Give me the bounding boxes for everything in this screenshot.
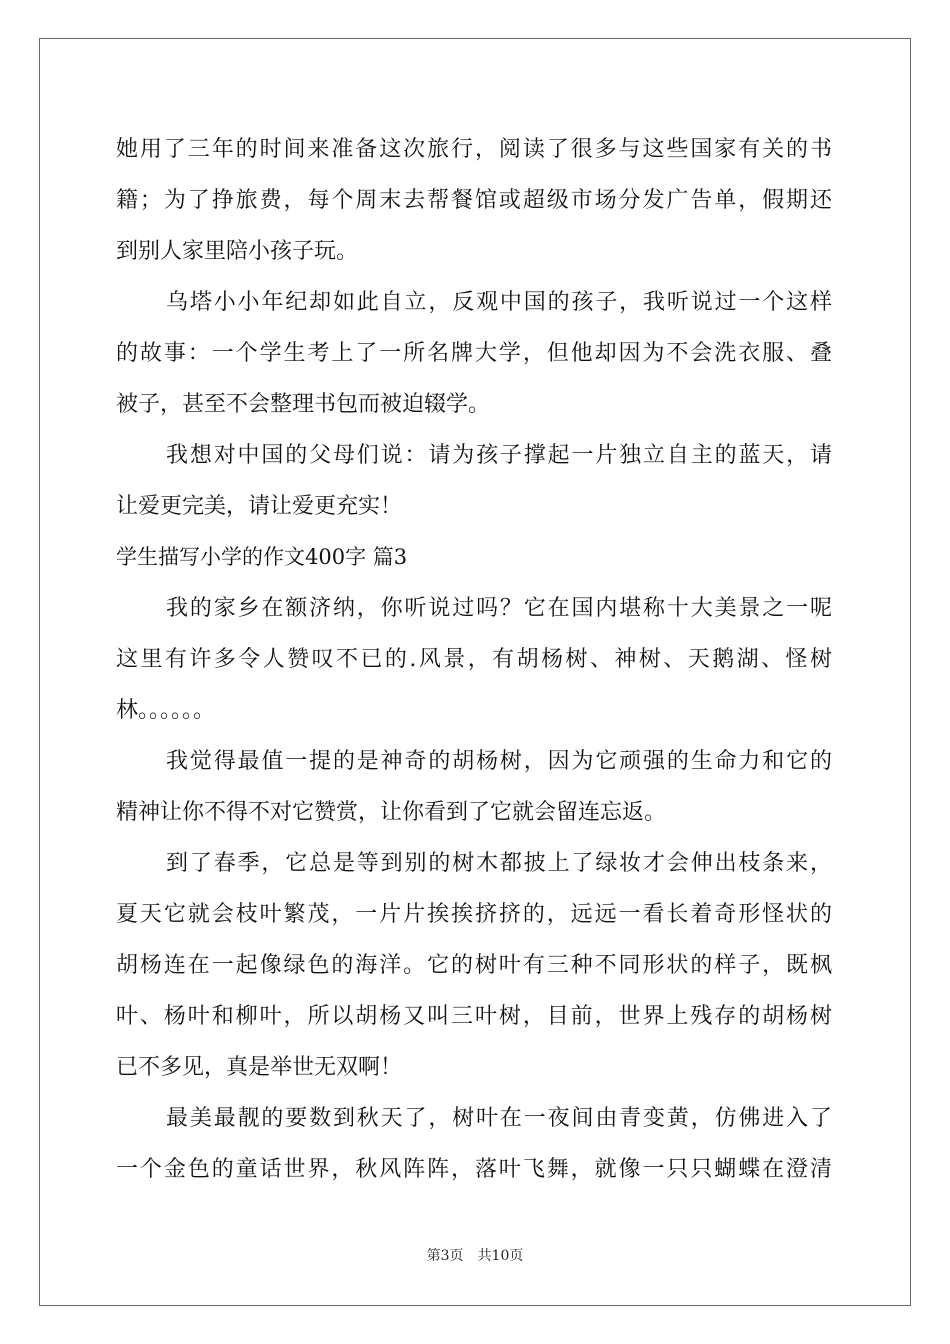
section-heading: 学生描写小学的作文400字 篇3 — [116, 545, 408, 569]
paragraph-line: 胡杨连在一起像绿色的海洋。它的树叶有三种不同形状的样子，既枫 — [116, 953, 832, 978]
paragraph-line: 已不多见，真是举世无双啊！ — [116, 1055, 403, 1080]
paragraph-line: 被子，甚至不会整理书包而被迫辍学。 — [116, 392, 491, 417]
paragraph-line: 这里有许多令人赞叹不已的.风景，有胡杨树、神树、天鹅湖、怪树 — [116, 647, 832, 672]
paragraph-line: 乌塔小小年纪却如此自立，反观中国的孩子，我听说过一个这样 — [166, 290, 832, 315]
paragraph-line: 我想对中国的父母们说：请为孩子撑起一片独立自主的蓝天，请 — [166, 443, 832, 468]
paragraph-line: 到了春季，它总是等到别的树木都披上了绿妆才会伸出枝条来， — [166, 851, 832, 876]
paragraph-line: 叶、杨叶和柳叶，所以胡杨又叫三叶树，目前，世界上残存的胡杨树 — [116, 1004, 832, 1029]
paragraph-line: 林。。。。。。 — [116, 698, 216, 723]
paragraph-line: 我觉得最值一提的是神奇的胡杨树，因为它顽强的生命力和它的 — [166, 749, 832, 774]
paragraph-line: 到别人家里陪小孩子玩。 — [116, 239, 359, 264]
document-body — [116, 124, 832, 1195]
page-footer — [0, 1245, 950, 1265]
paragraph-line: 精神让你不得不对它赞赏，让你看到了它就会留连忘返。 — [116, 800, 667, 825]
page-total: 共10页 — [477, 1248, 524, 1264]
paragraph-line: 夏天它就会枝叶繁茂，一片片挨挨挤挤的，远远一看长着奇形怪状的 — [116, 902, 832, 927]
paragraph-line: 一个金色的童话世界，秋风阵阵，落叶飞舞，就像一只只蝴蝶在澄清 — [116, 1157, 832, 1182]
paragraph-line: 最美最靓的要数到秋天了，树叶在一夜间由青变黄，仿佛进入了 — [166, 1106, 832, 1131]
paragraph-line: 籍；为了挣旅费，每个周末去帮餐馆或超级市场分发广告单，假期还 — [116, 188, 832, 213]
page-number: 第3页 — [426, 1248, 464, 1264]
paragraph-line: 她用了三年的时间来准备这次旅行，阅读了很多与这些国家有关的书 — [116, 137, 832, 162]
paragraph-line: 让爱更完美，请让爱更充实！ — [116, 494, 403, 519]
paragraph-line: 的故事：一个学生考上了一所名牌大学，但他却因为不会洗衣服、叠 — [116, 341, 832, 366]
paragraph-line: 我的家乡在额济纳，你听说过吗？它在国内堪称十大美景之一呢 — [166, 596, 832, 621]
